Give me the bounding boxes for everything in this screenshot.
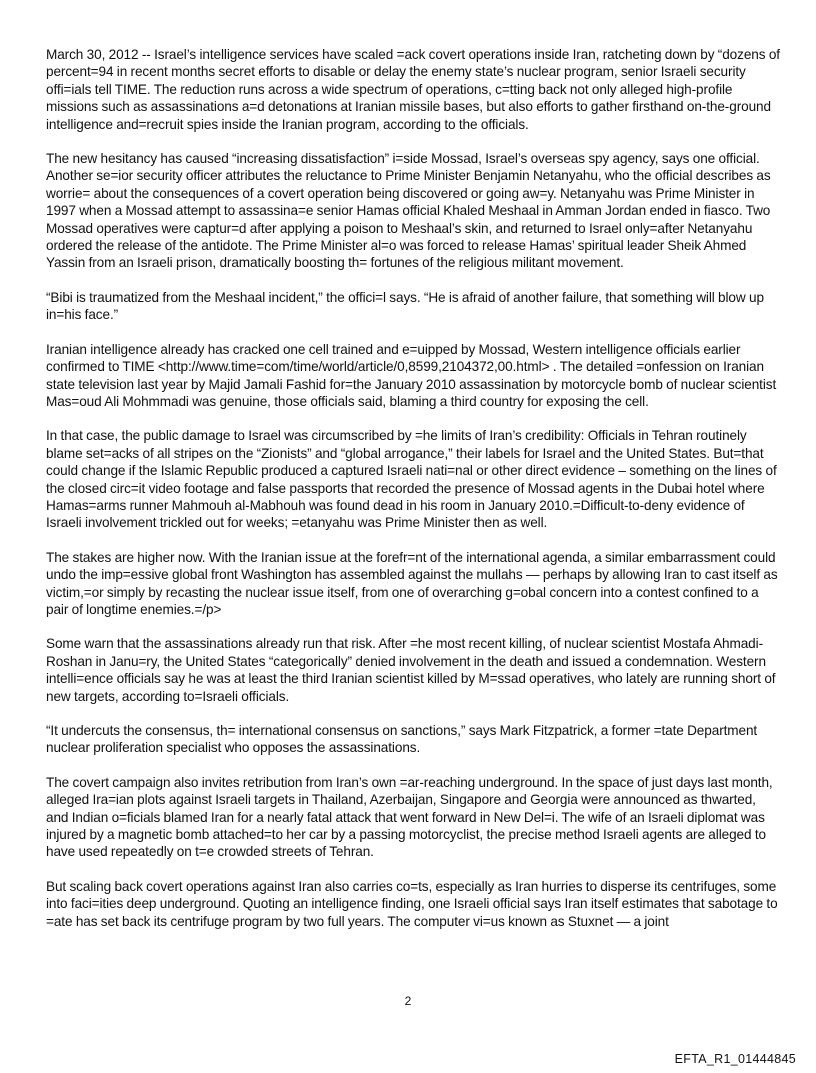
paragraph-5: In that case, the public damage to Israel was circumscribed by =he limits of Iran’s credibility: Officials in Tehran routinely blame set=acks of all stripes on the “Zionists” and “global arrogance,” their labels for Israel and the United States. But=that could change if the Islamic Republic produced a captured Israeli nati=nal or other direct evidence – something on the lines of the closed circ=it video footage and false passports that recorded the presence of Mossad agents in the Dubai hotel where Hamas=arms runner Mahmouh al-Mabhouh was found dead in his room in January 2010.=Difficult-to-deny evidence of Israeli involvement trickled out for weeks; =etanyahu was Prime Minister then as well.	[46, 428, 777, 531]
paragraph-10: But scaling back covert operations against Iran also carries co=ts, especially as Iran hurries to disperse its centrifuges, some into faci=ities deep underground. Quoting an intelligence finding, one Israeli official says Iran itself estimates that sabotage to =ate has set back its centrifuge program by two full years. The computer vi=us known as Stuxnet — a joint	[46, 878, 778, 929]
paragraph-4: Iranian intelligence already has cracked one cell trained and e=uipped by Mossad, Western intelligence officials earlier confirmed to TIME <http://www.time=com/time/world/article/0,8599,2104372,00.html> . The detailed =onfession on Iranian state television last year by Majid Jamali Fashid for=the January 2010 assassination by motorcycle bomb of nuclear scientist Mas=oud Ali Mohmmadi was genuine, those officials said, blaming a third country for exposing the cell.	[46, 341, 777, 409]
paragraph-3: “Bibi is traumatized from the Meshaal incident,” the offici=l says. “He is afraid of another failure, that something will blow up in=his face.”	[46, 289, 764, 323]
paragraph-9: The covert campaign also invites retribution from Iran’s own =ar-reaching underground. In the space of just days last month, alleged Ira=ian plots against Israeli targets in Thailand, Azerbaijan, Singapore and Georgia were announced as thwarted, and Indian o=ficials blamed Iran for a nearly fatal attack that went forward in New Del=i. The wife of an Israeli diplomat was injured by a magnetic bomb attached=to her car by a passing motorcyclist, the precise method Israeli agents are alleged to have used repeatedly on t=e crowded streets of Tehran.	[46, 774, 773, 860]
paragraph-7: Some warn that the assassinations already run that risk. After =he most recent killing, of nuclear scientist Mostafa Ahmadi-Roshan in Janu=ry, the United States “categorically” denied involvement in the death and issued a condemnation. Western intelli=ence officials say he was at least the third Iranian scientist killed by M=ssad operatives, who lately are running short of new targets, according to=Israeli officials.	[46, 636, 776, 704]
paragraph-2: The new hesitancy has caused “increasing dissatisfaction” i=side Mossad, Israel’s overseas spy agency, says one official. Another se=ior security officer attributes the reluctance to Prime Minister Benjamin Netanyahu, who the official describes as worrie= about the consequences of a covert operation being discovered or going aw=y. Netanyahu was Prime Minister in 1997 when a Mossad attempt to assassina=e senior Hamas official Khaled Meshaal in Amman Jordan ended in fiasco. Two Mossad operatives were captur=d after applying a poison to Meshaal’s skin, and returned to Israel only=after Netanyahu ordered the release of the antidote. The Prime Minister al=o was forced to release Hamas’ spiritual leader Sheik Ahmed Yassin from an Israeli prison, dramatically boosting th= fortunes of the religious militant movement.	[46, 151, 771, 271]
page-number: 2	[404, 994, 412, 1008]
article-body	[46, 46, 780, 947]
bates-number: EFTA_R1_01444845	[674, 1052, 796, 1066]
paragraph-1: March 30, 2012 -- Israel’s intelligence services have scaled =ack covert operations inside Iran, ratcheting down by “dozens of percent=94 in recent months secret efforts to disable or delay the enemy state’s nuclear program, senior Israeli security offi=ials tell TIME. The reduction runs across a wide spectrum of operations, c=tting back not only alleged high-profile missions such as assassinations a=d detonations at Iranian missile bases, but also efforts to gather firsthand on-the-ground intelligence and=recruit spies inside the Iranian program, according to the officials.	[46, 47, 780, 132]
paragraph-6: The stakes are higher now. With the Iranian issue at the forefr=nt of the international agenda, a similar embarrassment could undo the imp=essive global front Washington has assembled against the mullahs — perhaps by allowing Iran to cast itself as victim,=or simply by recasting the nuclear issue itself, from one of overarching g=obal concern into a contest confined to a pair of longtime enemies.=/p>	[46, 549, 778, 617]
paragraph-8: “It undercuts the consensus, th= international consensus on sanctions,” says Mark Fitzpatrick, a former =tate Department nuclear proliferation specialist who opposes the assassinations.	[46, 723, 758, 756]
